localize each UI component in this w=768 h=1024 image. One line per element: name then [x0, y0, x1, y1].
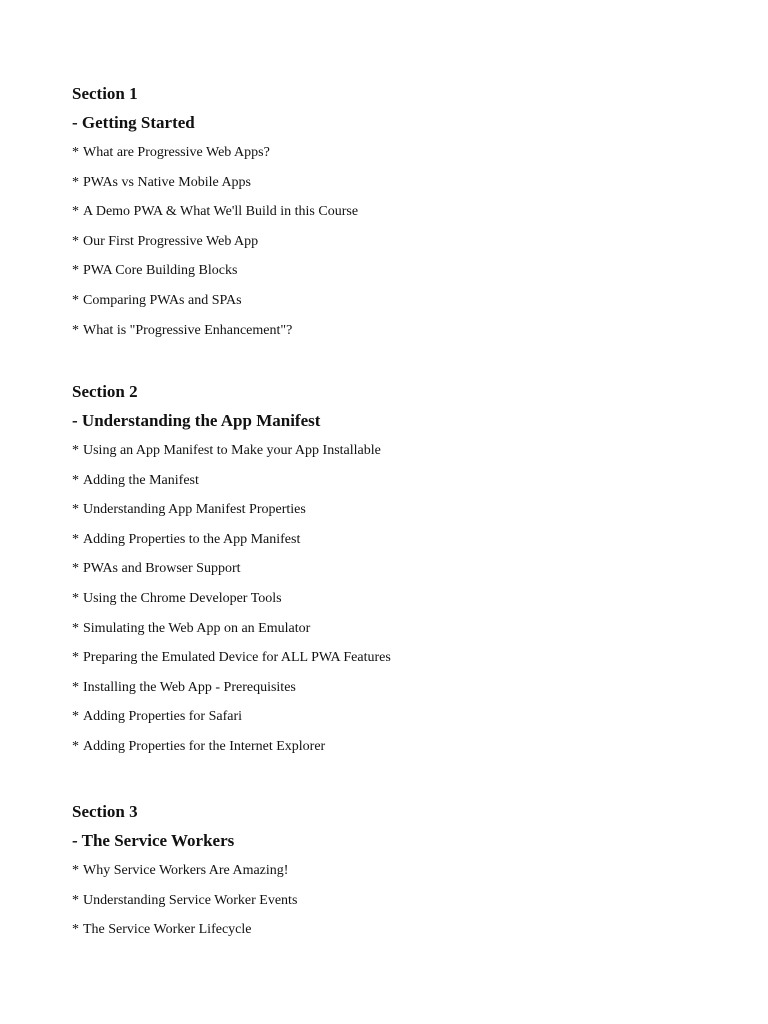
list-item-text: Our First Progressive Web App [83, 233, 259, 249]
list-item [72, 560, 752, 590]
list-item [72, 738, 752, 768]
list-item [72, 322, 752, 352]
bullet: * [72, 922, 79, 938]
bullet: * [72, 263, 79, 279]
list-item [72, 620, 752, 650]
list-item-text: Simulating the Web App on an Emulator [83, 620, 311, 636]
bullet: * [72, 443, 79, 458]
list-item-text: Adding Properties for the Internet Explorer [83, 738, 326, 754]
section-heading: Section 3 [72, 802, 138, 821]
list-item-text: PWAs vs Native Mobile Apps [83, 174, 251, 190]
section-1 [72, 84, 752, 351]
list-item [72, 708, 752, 738]
list-item-text: Using an App Manifest to Make your App Installable [83, 443, 381, 458]
list-item-text: PWA Core Building Blocks [83, 263, 238, 279]
list-item [72, 203, 752, 233]
list-item [72, 233, 752, 263]
list-item-text: Adding Properties for Safari [83, 709, 243, 725]
section-heading: Section 2 [72, 382, 138, 401]
list-item [72, 501, 752, 531]
bullet: * [72, 531, 79, 547]
bullet: * [72, 892, 79, 908]
bullet: * [72, 590, 79, 606]
list-item-text: What is "Progressive Enhancement"? [83, 322, 293, 338]
list-item [72, 862, 752, 892]
list-item [72, 262, 752, 292]
bullet: * [72, 679, 79, 695]
list-item-text: Why Service Workers Are Amazing! [83, 863, 289, 878]
list-item [72, 590, 752, 620]
list-item-text: Comparing PWAs and SPAs [83, 292, 242, 308]
list-item [72, 649, 752, 679]
bullet: * [72, 204, 79, 220]
list-item-text: Understanding App Manifest Properties [83, 502, 306, 518]
list-item-text: PWAs and Browser Support [83, 561, 241, 577]
list-item [72, 892, 752, 922]
section-subtitle: - The Service Workers [72, 831, 235, 850]
list-item-text: Adding Properties to the App Manifest [83, 531, 301, 547]
bullet: * [72, 561, 79, 577]
list-item [72, 679, 752, 709]
list-item [72, 472, 752, 502]
section-heading: Section 1 [72, 84, 138, 103]
section-subtitle: - Understanding the App Manifest [72, 411, 321, 430]
list-item-text: The Service Worker Lifecycle [83, 922, 252, 938]
bullet: * [72, 472, 79, 488]
list-item [72, 292, 752, 322]
bullet: * [72, 174, 79, 190]
list-item-text: Understanding Service Worker Events [83, 892, 298, 908]
bullet: * [72, 738, 79, 754]
topic-list [72, 862, 752, 951]
list-item [72, 144, 752, 174]
list-item [72, 442, 752, 472]
section-3 [72, 802, 752, 951]
list-item-text: A Demo PWA & What We'll Build in this Course [83, 204, 359, 220]
list-item [72, 174, 752, 204]
bullet: * [72, 322, 79, 338]
bullet: * [72, 233, 79, 249]
section-subtitle: - Getting Started [72, 113, 195, 132]
topic-list [72, 442, 752, 768]
bullet: * [72, 650, 79, 666]
bullet: * [72, 502, 79, 518]
bullet: * [72, 145, 79, 160]
list-item-text: Adding the Manifest [83, 472, 199, 488]
list-item-text: Using the Chrome Developer Tools [83, 590, 282, 606]
list-item-text: What are Progressive Web Apps? [83, 145, 270, 160]
bullet: * [72, 863, 79, 878]
bullet: * [72, 709, 79, 725]
list-item [72, 921, 752, 951]
bullet: * [72, 620, 79, 636]
section-2 [72, 382, 752, 768]
bullet: * [72, 292, 79, 308]
list-item [72, 531, 752, 561]
topic-list [72, 144, 752, 351]
list-item-text: Installing the Web App - Prerequisites [83, 679, 296, 695]
list-item-text: Preparing the Emulated Device for ALL PWA Features [83, 650, 391, 666]
